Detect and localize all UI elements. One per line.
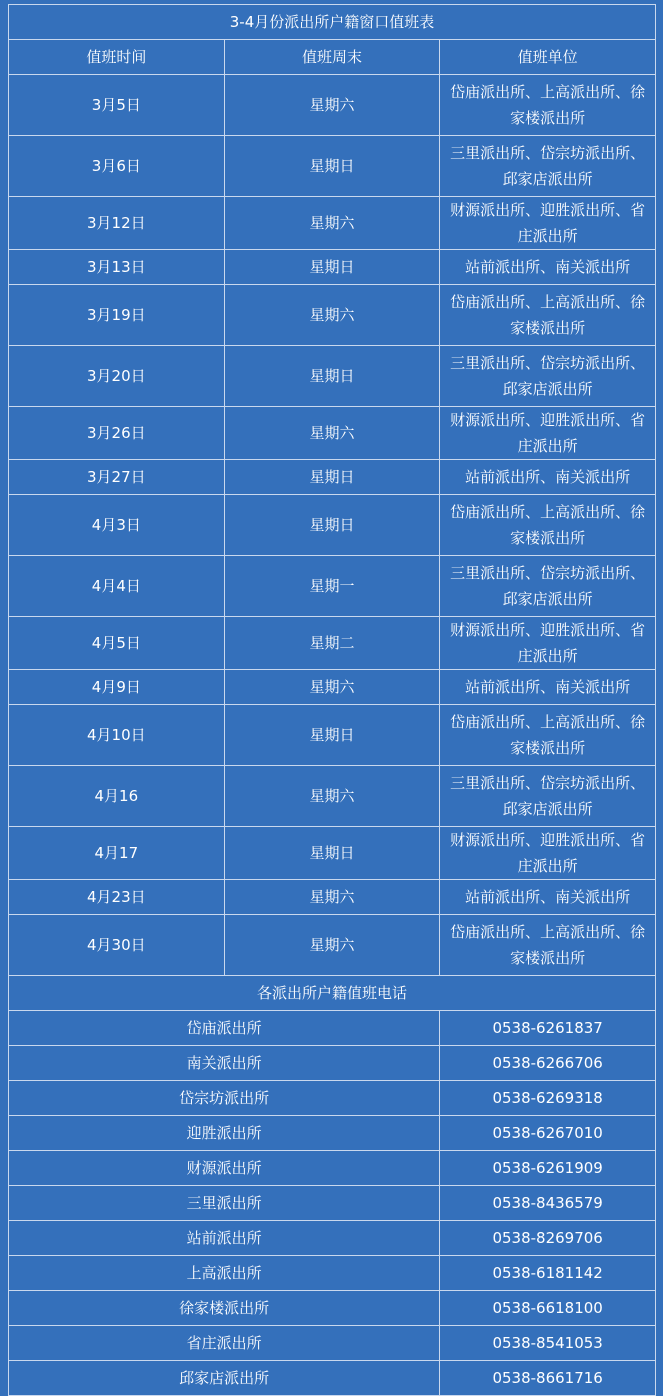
duty-weekday: 星期日: [224, 495, 440, 556]
duty-weekday: 星期二: [224, 617, 440, 670]
schedule-row: [9, 407, 656, 460]
phones-title: 各派出所户籍值班电话: [9, 976, 656, 1011]
schedule-row: [9, 285, 656, 346]
schedule-row: [9, 915, 656, 976]
schedule-title-row: [9, 5, 656, 40]
schedule-row: [9, 556, 656, 617]
station-phone: 0538-8541053: [440, 1326, 656, 1361]
header-date: 值班时间: [9, 40, 225, 75]
duty-units: 财源派出所、迎胜派出所、省庄派出所: [440, 197, 656, 250]
duty-units: 三里派出所、岱宗坊派出所、邱家店派出所: [440, 766, 656, 827]
schedule-row: [9, 250, 656, 285]
duty-date: 3月12日: [9, 197, 225, 250]
schedule-row: [9, 705, 656, 766]
schedule-row: [9, 880, 656, 915]
duty-date: 4月5日: [9, 617, 225, 670]
duty-date: 3月13日: [9, 250, 225, 285]
station-name: 徐家楼派出所: [9, 1291, 440, 1326]
duty-table: [8, 4, 656, 1396]
station-name: 上高派出所: [9, 1256, 440, 1291]
phone-row: [9, 1221, 656, 1256]
duty-weekday: 星期日: [224, 136, 440, 197]
duty-weekday: 星期日: [224, 346, 440, 407]
duty-date: 4月10日: [9, 705, 225, 766]
phone-row: [9, 1291, 656, 1326]
duty-weekday: 星期六: [224, 880, 440, 915]
duty-date: 4月23日: [9, 880, 225, 915]
station-name: 站前派出所: [9, 1221, 440, 1256]
phone-row: [9, 1186, 656, 1221]
duty-date: 3月27日: [9, 460, 225, 495]
header-weekday: 值班周末: [224, 40, 440, 75]
schedule-row: [9, 346, 656, 407]
duty-weekday: 星期六: [224, 197, 440, 250]
duty-weekday: 星期六: [224, 766, 440, 827]
duty-weekday: 星期六: [224, 915, 440, 976]
duty-units: 岱庙派出所、上高派出所、徐家楼派出所: [440, 915, 656, 976]
duty-date: 4月30日: [9, 915, 225, 976]
schedule-row: [9, 197, 656, 250]
duty-units: 财源派出所、迎胜派出所、省庄派出所: [440, 617, 656, 670]
duty-weekday: 星期日: [224, 460, 440, 495]
station-phone: 0538-6181142: [440, 1256, 656, 1291]
duty-weekday: 星期日: [224, 250, 440, 285]
duty-units: 站前派出所、南关派出所: [440, 880, 656, 915]
duty-weekday: 星期六: [224, 670, 440, 705]
duty-units: 岱庙派出所、上高派出所、徐家楼派出所: [440, 495, 656, 556]
duty-date: 3月26日: [9, 407, 225, 460]
duty-date: 4月3日: [9, 495, 225, 556]
duty-date: 3月5日: [9, 75, 225, 136]
duty-date: 4月4日: [9, 556, 225, 617]
duty-date: 3月19日: [9, 285, 225, 346]
schedule-row: [9, 670, 656, 705]
station-name: 岱宗坊派出所: [9, 1081, 440, 1116]
station-name: 三里派出所: [9, 1186, 440, 1221]
schedule-row: [9, 617, 656, 670]
schedule-row: [9, 75, 656, 136]
duty-weekday: 星期六: [224, 285, 440, 346]
duty-date: 3月6日: [9, 136, 225, 197]
duty-date: 4月17: [9, 827, 225, 880]
station-name: 邱家店派出所: [9, 1361, 440, 1396]
phone-row: [9, 1081, 656, 1116]
station-phone: 0538-8436579: [440, 1186, 656, 1221]
phone-row: [9, 1046, 656, 1081]
duty-date: 4月16: [9, 766, 225, 827]
phone-row: [9, 1256, 656, 1291]
duty-units: 财源派出所、迎胜派出所、省庄派出所: [440, 407, 656, 460]
duty-units: 站前派出所、南关派出所: [440, 250, 656, 285]
phone-row: [9, 1116, 656, 1151]
duty-units: 站前派出所、南关派出所: [440, 670, 656, 705]
station-phone: 0538-6261837: [440, 1011, 656, 1046]
duty-date: 3月20日: [9, 346, 225, 407]
station-phone: 0538-6269318: [440, 1081, 656, 1116]
schedule-title: 3-4月份派出所户籍窗口值班表: [9, 5, 656, 40]
duty-weekday: 星期日: [224, 827, 440, 880]
duty-units: 财源派出所、迎胜派出所、省庄派出所: [440, 827, 656, 880]
station-name: 南关派出所: [9, 1046, 440, 1081]
duty-weekday: 星期六: [224, 75, 440, 136]
duty-units: 岱庙派出所、上高派出所、徐家楼派出所: [440, 285, 656, 346]
station-name: 财源派出所: [9, 1151, 440, 1186]
schedule-header-row: [9, 40, 656, 75]
duty-weekday: 星期六: [224, 407, 440, 460]
station-phone: 0538-6618100: [440, 1291, 656, 1326]
station-phone: 0538-8661716: [440, 1361, 656, 1396]
schedule-row: [9, 460, 656, 495]
duty-units: 三里派出所、岱宗坊派出所、邱家店派出所: [440, 136, 656, 197]
station-phone: 0538-6266706: [440, 1046, 656, 1081]
phone-row: [9, 1151, 656, 1186]
duty-units: 站前派出所、南关派出所: [440, 460, 656, 495]
duty-units: 三里派出所、岱宗坊派出所、邱家店派出所: [440, 556, 656, 617]
schedule-row: [9, 766, 656, 827]
phones-title-row: [9, 976, 656, 1011]
station-phone: 0538-6267010: [440, 1116, 656, 1151]
duty-weekday: 星期日: [224, 705, 440, 766]
duty-weekday: 星期一: [224, 556, 440, 617]
duty-date: 4月9日: [9, 670, 225, 705]
phone-row: [9, 1326, 656, 1361]
station-phone: 0538-6261909: [440, 1151, 656, 1186]
schedule-row: [9, 827, 656, 880]
station-name: 省庄派出所: [9, 1326, 440, 1361]
schedule-row: [9, 136, 656, 197]
header-units: 值班单位: [440, 40, 656, 75]
duty-units: 岱庙派出所、上高派出所、徐家楼派出所: [440, 705, 656, 766]
duty-units: 岱庙派出所、上高派出所、徐家楼派出所: [440, 75, 656, 136]
station-name: 迎胜派出所: [9, 1116, 440, 1151]
duty-units: 三里派出所、岱宗坊派出所、邱家店派出所: [440, 346, 656, 407]
schedule-row: [9, 495, 656, 556]
station-name: 岱庙派出所: [9, 1011, 440, 1046]
phone-row: [9, 1361, 656, 1396]
phone-row: [9, 1011, 656, 1046]
station-phone: 0538-8269706: [440, 1221, 656, 1256]
duty-table-body: [9, 5, 656, 1396]
